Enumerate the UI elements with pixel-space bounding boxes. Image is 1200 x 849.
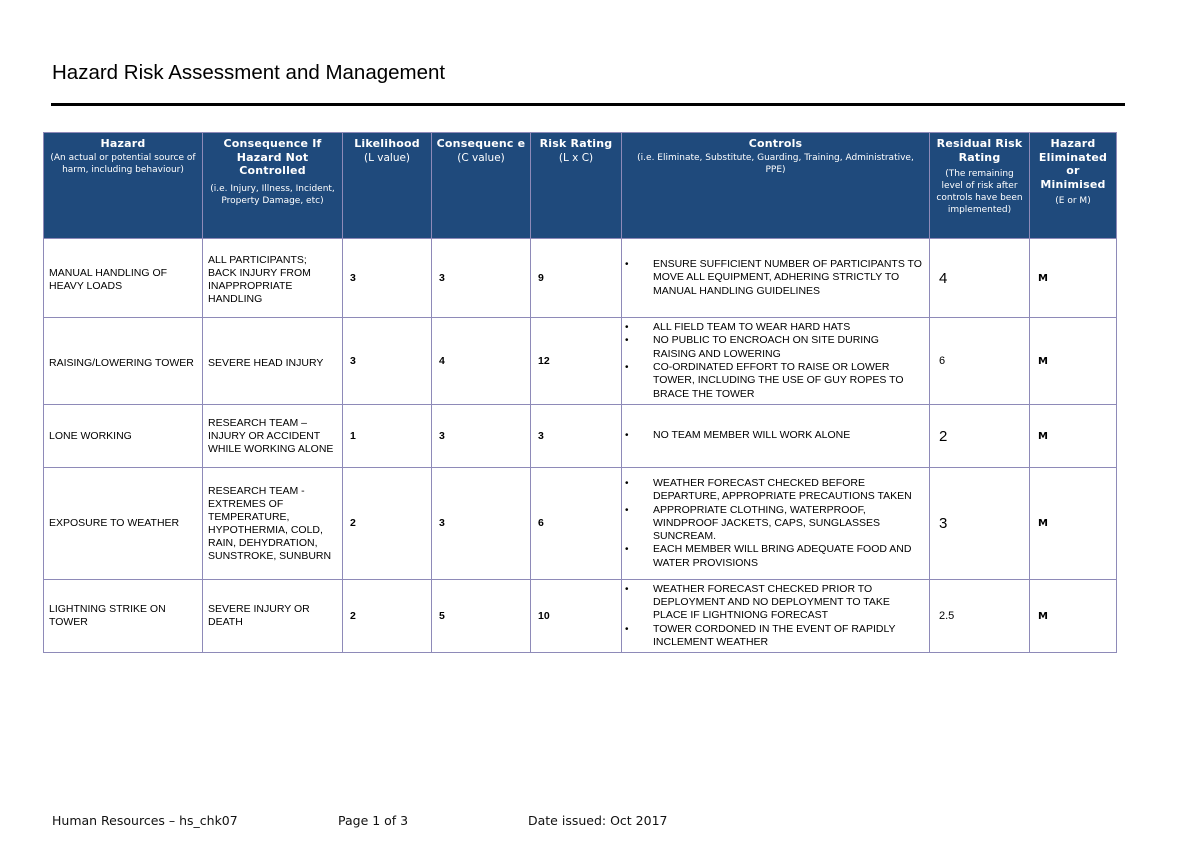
title-divider (51, 103, 1125, 106)
consequence-cell: RESEARCH TEAM - EXTREMES OF TEMPERATURE, HYPOTHERMIA, COLD, RAIN, DEHYDRATION, SUNSTROKE, SUNBURN (203, 468, 343, 580)
document-title: Hazard Risk Assessment and Management (52, 61, 446, 84)
consequence-value-cell: 4 (432, 318, 531, 405)
hazard-cell: LIGHTNING STRIKE ON TOWER (44, 580, 203, 653)
eliminated-cell: M (1030, 580, 1117, 653)
consequence-cell: SEVERE HEAD INJURY (203, 318, 343, 405)
consequence-value-cell: 3 (432, 239, 531, 318)
risk-assessment-table (43, 132, 1117, 653)
controls-list (622, 477, 929, 570)
header-consequence: Consequence If Hazard Not Controlled (i.e. Injury, Illness, Incident, Property Damage, etc) (203, 133, 343, 239)
table-row (44, 468, 1117, 580)
control-item: • EACH MEMBER WILL BRING ADEQUATE FOOD AND WATER PROVISIONS (653, 543, 925, 570)
header-controls: Controls (i.e. Eliminate, Substitute, Guarding, Training, Administrative, PPE) (622, 133, 930, 239)
controls-cell (622, 405, 930, 468)
residual-risk-cell: 2 (930, 405, 1030, 468)
controls-cell (622, 468, 930, 580)
control-item: • ENSURE SUFFICIENT NUMBER OF PARTICIPANTS TO MOVE ALL EQUIPMENT, ADHERING STRICTLY TO MANUAL HANDLING GUIDELINES (653, 258, 925, 298)
control-item: • NO TEAM MEMBER WILL WORK ALONE (653, 429, 925, 442)
risk-rating-cell: 3 (531, 405, 622, 468)
likelihood-cell: 2 (343, 468, 432, 580)
footer-department: Human Resources – hs_chk07 (52, 813, 238, 828)
hazard-cell: EXPOSURE TO WEATHER (44, 468, 203, 580)
eliminated-cell: M (1030, 468, 1117, 580)
header-eliminated: Hazard Eliminated or Minimised (E or M) (1030, 133, 1117, 239)
eliminated-cell: M (1030, 405, 1117, 468)
control-item: • ALL FIELD TEAM TO WEAR HARD HATS (653, 321, 925, 334)
hazard-cell: RAISING/LOWERING TOWER (44, 318, 203, 405)
header-consequence-value: Consequenc e (C value) (432, 133, 531, 239)
likelihood-cell: 3 (343, 239, 432, 318)
controls-list (622, 321, 929, 401)
controls-list (622, 429, 929, 442)
risk-rating-cell: 9 (531, 239, 622, 318)
header-likelihood: Likelihood (L value) (343, 133, 432, 239)
controls-list (622, 258, 929, 298)
consequence-value-cell: 3 (432, 468, 531, 580)
table-row (44, 405, 1117, 468)
table-header-row (44, 133, 1117, 239)
residual-risk-cell: 4 (930, 239, 1030, 318)
consequence-cell: RESEARCH TEAM – INJURY OR ACCIDENT WHILE WORKING ALONE (203, 405, 343, 468)
risk-rating-cell: 6 (531, 468, 622, 580)
controls-cell (622, 580, 930, 653)
header-risk-rating: Risk Rating (L x C) (531, 133, 622, 239)
footer-date-issued: Date issued: Oct 2017 (528, 813, 668, 828)
risk-rating-cell: 12 (531, 318, 622, 405)
likelihood-cell: 3 (343, 318, 432, 405)
control-item: • CO-ORDINATED EFFORT TO RAISE OR LOWER TOWER, INCLUDING THE USE OF GUY ROPES TO BRACE THE TOWER (653, 361, 925, 401)
control-item: • WEATHER FORECAST CHECKED PRIOR TO DEPLOYMENT AND NO DEPLOYMENT TO TAKE PLACE IF LIGHTNIONG FORECAST (653, 583, 925, 623)
eliminated-cell: M (1030, 239, 1117, 318)
controls-list (622, 583, 929, 649)
eliminated-cell: M (1030, 318, 1117, 405)
control-item: • NO PUBLIC TO ENCROACH ON SITE DURING RAISING AND LOWERING (653, 334, 925, 361)
risk-rating-cell: 10 (531, 580, 622, 653)
footer-page-number: Page 1 of 3 (338, 813, 409, 828)
consequence-value-cell: 3 (432, 405, 531, 468)
hazard-cell: LONE WORKING (44, 405, 203, 468)
residual-risk-cell: 3 (930, 468, 1030, 580)
table-row (44, 580, 1117, 653)
residual-risk-cell: 2.5 (930, 580, 1030, 653)
header-hazard: Hazard (An actual or potential source of harm, including behaviour) (44, 133, 203, 239)
consequence-cell: ALL PARTICIPANTS; BACK INJURY FROM INAPPROPRIATE HANDLING (203, 239, 343, 318)
consequence-cell: SEVERE INJURY OR DEATH (203, 580, 343, 653)
control-item: • WEATHER FORECAST CHECKED BEFORE DEPARTURE, APPROPRIATE PRECAUTIONS TAKEN (653, 477, 925, 504)
table-row (44, 318, 1117, 405)
table-row (44, 239, 1117, 318)
likelihood-cell: 1 (343, 405, 432, 468)
header-residual-risk: Residual Risk Rating (The remaining level of risk after controls have been implemented) (930, 133, 1030, 239)
controls-cell (622, 239, 930, 318)
likelihood-cell: 2 (343, 580, 432, 653)
hazard-cell: MANUAL HANDLING OF HEAVY LOADS (44, 239, 203, 318)
control-item: • APPROPRIATE CLOTHING, WATERPROOF, WINDPROOF JACKETS, CAPS, SUNGLASSES SUNCREAM. (653, 504, 925, 544)
control-item: • TOWER CORDONED IN THE EVENT OF RAPIDLY INCLEMENT WEATHER (653, 623, 925, 650)
controls-cell (622, 318, 930, 405)
residual-risk-cell: 6 (930, 318, 1030, 405)
consequence-value-cell: 5 (432, 580, 531, 653)
